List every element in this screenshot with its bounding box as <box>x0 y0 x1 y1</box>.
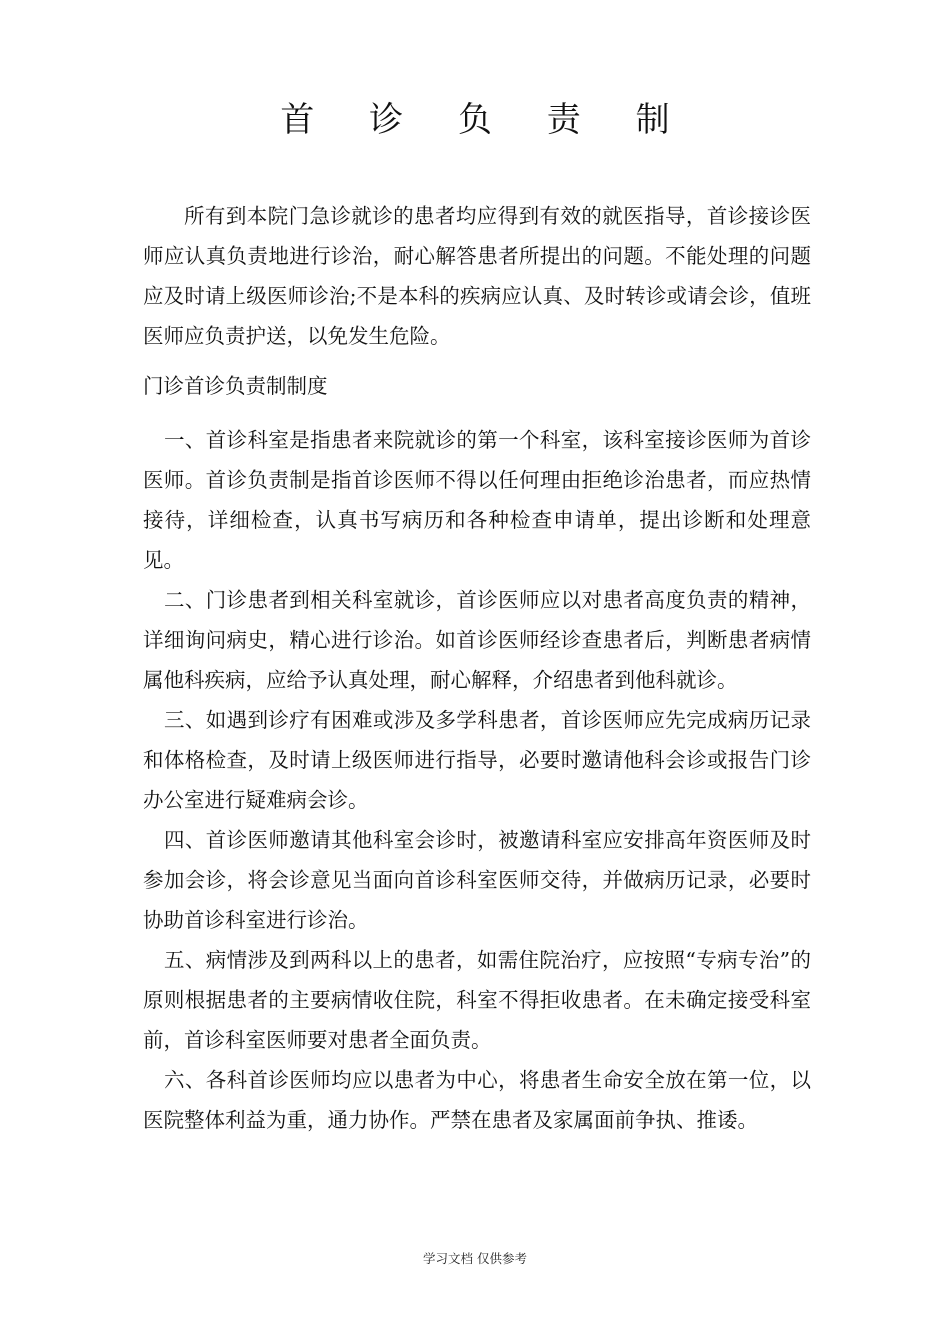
page-title: 首 诊 负 责 制 <box>280 100 692 140</box>
rule-item-3: 三、如遇到诊疗有困难或涉及多学科患者，首诊医师应先完成病历记录和体格检查，及时请上级医师进行指导，必要时邀请他科会诊或报告门诊办公室进行疑难病会诊。 <box>143 708 811 812</box>
rule-item-2: 二、门诊患者到相关科室就诊，首诊医师应以对患者高度负责的精神，详细询问病史，精心进行诊治。如首诊医师经诊查患者后，判断患者病情属他科疾病，应给予认真处理，耐心解释，介绍患者到他科就诊。 <box>143 588 811 692</box>
rules-list <box>143 420 811 1140</box>
section-heading: 门诊首诊负责制制度 <box>143 374 328 398</box>
rule-item-5: 五、病情涉及到两科以上的患者，如需住院治疗，应按照“专病专治”的原则根据患者的主要病情收住院，科室不得拒收患者。在未确定接受科室前，首诊科室医师要对患者全面负责。 <box>143 948 811 1052</box>
page-footer: 学习文档 仅供参考 <box>423 1251 527 1266</box>
rule-item-6: 六、各科首诊医师均应以患者为中心，将患者生命安全放在第一位，以医院整体利益为重，通力协作。严禁在患者及家属面前争执、推诿。 <box>143 1068 811 1132</box>
rule-item-1: 一、首诊科室是指患者来院就诊的第一个科室，该科室接诊医师为首诊医师。首诊负责制是指首诊医师不得以任何理由拒绝诊治患者，而应热情接待，详细检查，认真书写病历和各种检查申请单，提出诊断和处理意见。 <box>143 428 811 572</box>
intro-paragraph: 所有到本院门急诊就诊的患者均应得到有效的就医指导，首诊接诊医师应认真负责地进行诊治，耐心解答患者所提出的问题。不能处理的问题应及时请上级医师诊治;不是本科的疾病应认真、及时转诊或请会诊，值班医师应负责护送，以免发生危险。 <box>143 204 811 348</box>
rule-item-4: 四、首诊医师邀请其他科室会诊时，被邀请科室应安排高年资医师及时参加会诊，将会诊意见当面向首诊科室医师交待，并做病历记录，必要时协助首诊科室进行诊治。 <box>143 828 811 932</box>
